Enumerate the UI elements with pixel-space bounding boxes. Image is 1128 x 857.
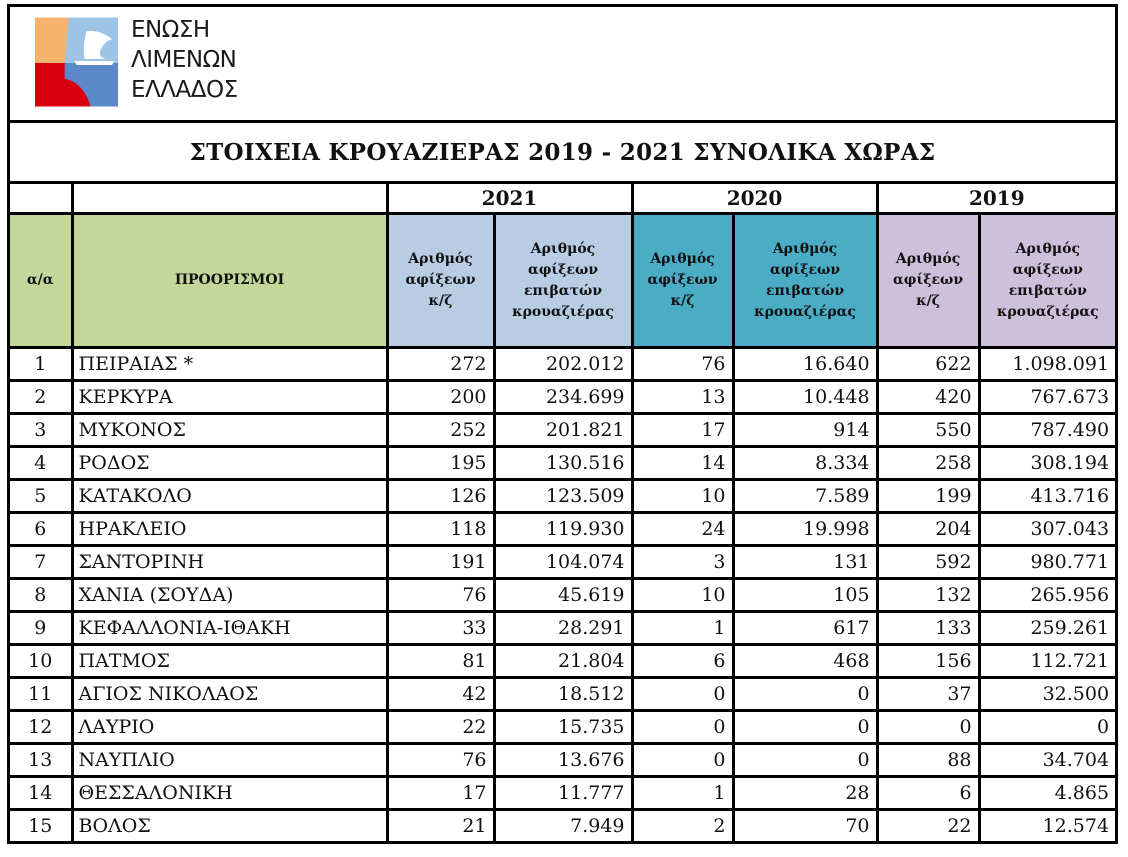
index-header: α/α bbox=[10, 214, 72, 348]
header-line: κ/ζ bbox=[670, 293, 695, 309]
ship-arrivals-2021: 17 bbox=[387, 777, 494, 810]
table-row bbox=[10, 777, 1115, 810]
ship-arrivals-2019: 550 bbox=[877, 414, 979, 447]
header-line: αφίξεων bbox=[647, 272, 718, 288]
header-line: κ/ζ bbox=[428, 293, 453, 309]
ship-arrivals-2019: 22 bbox=[877, 810, 979, 843]
header-line: κρουαζιέρας bbox=[754, 303, 856, 320]
table-row bbox=[10, 414, 1115, 447]
header-line: κρουαζιέρας bbox=[996, 303, 1099, 320]
header-line: αφίξεων bbox=[527, 261, 599, 278]
destination-name: ΧΑΝΙΑ (ΣΟΥΔΑ) bbox=[72, 579, 387, 612]
passenger-arrivals-2020: 7.589 bbox=[733, 480, 877, 513]
ship-arrivals-2021: 21 bbox=[387, 810, 494, 843]
passenger-arrivals-2021: 28.291 bbox=[494, 612, 632, 645]
row-index: 1 bbox=[10, 348, 72, 381]
title-row bbox=[10, 123, 1115, 184]
ship-arrivals-2019: 592 bbox=[877, 546, 979, 579]
ship-arrivals-2021: 200 bbox=[387, 381, 494, 414]
ship-arrivals-2020: 1 bbox=[632, 777, 733, 810]
passenger-arrivals-header-2020 bbox=[733, 214, 877, 348]
passenger-arrivals-2021: 104.074 bbox=[494, 546, 632, 579]
header-line: Αριθμός bbox=[650, 251, 715, 267]
row-index: 4 bbox=[10, 447, 72, 480]
passenger-arrivals-2020: 0 bbox=[733, 678, 877, 711]
header-line: Αριθμός bbox=[895, 251, 961, 267]
ship-arrivals-2019: 132 bbox=[877, 579, 979, 612]
row-index: 10 bbox=[10, 645, 72, 678]
blank-cell bbox=[72, 184, 387, 214]
logo-wordmark bbox=[131, 15, 238, 105]
table-row bbox=[10, 810, 1115, 843]
passenger-arrivals-2021: 21.804 bbox=[494, 645, 632, 678]
passenger-arrivals-2019: 34.704 bbox=[979, 744, 1115, 777]
ship-arrivals-2021: 195 bbox=[387, 447, 494, 480]
passenger-arrivals-2019: 767.673 bbox=[979, 381, 1115, 414]
ship-arrivals-header-2019 bbox=[877, 214, 979, 348]
passenger-arrivals-2019: 265.956 bbox=[979, 579, 1115, 612]
row-index: 5 bbox=[10, 480, 72, 513]
table-row bbox=[10, 480, 1115, 513]
destination-name: ΚΕΡΚΥΡΑ bbox=[72, 381, 387, 414]
row-index: 12 bbox=[10, 711, 72, 744]
ship-arrivals-2021: 76 bbox=[387, 579, 494, 612]
destination-name: ΚΕΦΑΛΛΟΝΙΑ-ΙΘΑΚΗ bbox=[72, 612, 387, 645]
ship-arrivals-2020: 17 bbox=[632, 414, 733, 447]
passenger-arrivals-2019: 32.500 bbox=[979, 678, 1115, 711]
ship-arrivals-2019: 204 bbox=[877, 513, 979, 546]
table-body bbox=[10, 348, 1115, 843]
logo-line: ΕΝΩΣΗ bbox=[131, 17, 210, 43]
passenger-arrivals-2020: 8.334 bbox=[733, 447, 877, 480]
ship-arrivals-2019: 88 bbox=[877, 744, 979, 777]
header-line: Αριθμός bbox=[408, 251, 473, 267]
passenger-arrivals-2019: 0 bbox=[979, 711, 1115, 744]
table-row bbox=[10, 678, 1115, 711]
destination-name: ΒΟΛΟΣ bbox=[72, 810, 387, 843]
row-index: 11 bbox=[10, 678, 72, 711]
passenger-arrivals-2020: 0 bbox=[733, 744, 877, 777]
passenger-arrivals-2021: 130.516 bbox=[494, 447, 632, 480]
passenger-arrivals-2021: 7.949 bbox=[494, 810, 632, 843]
destination-name: ΚΑΤΑΚΟΛΟ bbox=[72, 480, 387, 513]
passenger-arrivals-2020: 0 bbox=[733, 711, 877, 744]
row-index: 2 bbox=[10, 381, 72, 414]
passenger-arrivals-2020: 468 bbox=[733, 645, 877, 678]
ship-arrivals-2021: 42 bbox=[387, 678, 494, 711]
logo-line: ΛΙΜΕΝΩΝ bbox=[131, 47, 237, 73]
passenger-arrivals-2020: 70 bbox=[733, 810, 877, 843]
header-line: Αριθμός bbox=[772, 240, 838, 257]
ship-arrivals-2020: 24 bbox=[632, 513, 733, 546]
passenger-arrivals-2021: 45.619 bbox=[494, 579, 632, 612]
passenger-arrivals-2021: 18.512 bbox=[494, 678, 632, 711]
table-row bbox=[10, 612, 1115, 645]
header-line: επιβατών bbox=[523, 282, 603, 299]
table-row bbox=[10, 381, 1115, 414]
passenger-arrivals-header-2019 bbox=[979, 214, 1115, 348]
ship-arrivals-2020: 0 bbox=[632, 744, 733, 777]
ship-arrivals-2019: 156 bbox=[877, 645, 979, 678]
year-header-row bbox=[10, 184, 1115, 214]
ship-arrivals-2020: 13 bbox=[632, 381, 733, 414]
destination-name: ΗΡΑΚΛΕΙΟ bbox=[72, 513, 387, 546]
passenger-arrivals-2019: 4.865 bbox=[979, 777, 1115, 810]
ship-arrivals-2019: 133 bbox=[877, 612, 979, 645]
passenger-arrivals-2020: 131 bbox=[733, 546, 877, 579]
ship-arrivals-2020: 10 bbox=[632, 579, 733, 612]
passenger-arrivals-2021: 123.509 bbox=[494, 480, 632, 513]
passenger-arrivals-2020: 19.998 bbox=[733, 513, 877, 546]
ship-arrivals-2021: 81 bbox=[387, 645, 494, 678]
row-index: 8 bbox=[10, 579, 72, 612]
ship-arrivals-2020: 0 bbox=[632, 678, 733, 711]
header-line: αφίξεων bbox=[893, 272, 964, 288]
ship-arrivals-2019: 622 bbox=[877, 348, 979, 381]
table-row bbox=[10, 513, 1115, 546]
ship-arrivals-2020: 14 bbox=[632, 447, 733, 480]
ship-arrivals-2020: 3 bbox=[632, 546, 733, 579]
destinations-header: ΠΡΟΟΡΙΣΜΟΙ bbox=[72, 214, 387, 348]
header-line: Αριθμός bbox=[1015, 240, 1080, 257]
ship-arrivals-2019: 258 bbox=[877, 447, 979, 480]
ship-arrivals-2021: 33 bbox=[387, 612, 494, 645]
row-index: 9 bbox=[10, 612, 72, 645]
ship-arrivals-2021: 118 bbox=[387, 513, 494, 546]
ship-arrivals-2020: 2 bbox=[632, 810, 733, 843]
ship-arrivals-2021: 126 bbox=[387, 480, 494, 513]
passenger-arrivals-2019: 12.574 bbox=[979, 810, 1115, 843]
passenger-arrivals-2021: 201.821 bbox=[494, 414, 632, 447]
passenger-arrivals-2019: 307.043 bbox=[979, 513, 1115, 546]
passenger-arrivals-2019: 308.194 bbox=[979, 447, 1115, 480]
passenger-arrivals-2020: 16.640 bbox=[733, 348, 877, 381]
passenger-arrivals-2019: 980.771 bbox=[979, 546, 1115, 579]
row-index: 3 bbox=[10, 414, 72, 447]
table-row bbox=[10, 348, 1115, 381]
header-line: επιβατών bbox=[1008, 282, 1087, 299]
ship-arrivals-2019: 0 bbox=[877, 711, 979, 744]
ship-arrivals-header-2020 bbox=[632, 214, 733, 348]
passenger-arrivals-2020: 617 bbox=[733, 612, 877, 645]
year-2020: 2020 bbox=[632, 184, 877, 214]
passenger-arrivals-2021: 15.735 bbox=[494, 711, 632, 744]
table-row bbox=[10, 579, 1115, 612]
ship-arrivals-2021: 272 bbox=[387, 348, 494, 381]
header-line: αφίξεων bbox=[1012, 261, 1083, 278]
logo-header bbox=[10, 7, 1115, 123]
column-header-row bbox=[10, 214, 1115, 348]
ship-arrivals-2021: 76 bbox=[387, 744, 494, 777]
page-title: ΣΤΟΙΧΕΙΑ ΚΡΟΥΑΖΙΕΡΑΣ 2019 - 2021 ΣΥΝΟΛΙΚΑ ΧΩΡΑΣ bbox=[189, 138, 936, 166]
passenger-arrivals-2020: 105 bbox=[733, 579, 877, 612]
passenger-arrivals-2021: 13.676 bbox=[494, 744, 632, 777]
ship-arrivals-2021: 22 bbox=[387, 711, 494, 744]
destination-name: ΡΟΔΟΣ bbox=[72, 447, 387, 480]
ports-union-logo-icon bbox=[35, 17, 118, 107]
passenger-arrivals-2021: 234.699 bbox=[494, 381, 632, 414]
header-line: κρουαζιέρας bbox=[512, 303, 614, 320]
table-row bbox=[10, 546, 1115, 579]
ship-arrivals-2021: 191 bbox=[387, 546, 494, 579]
ship-arrivals-2020: 0 bbox=[632, 711, 733, 744]
row-index: 6 bbox=[10, 513, 72, 546]
destination-name: ΑΓΙΟΣ ΝΙΚΟΛΑΟΣ bbox=[72, 678, 387, 711]
destination-name: ΛΑΥΡΙΟ bbox=[72, 711, 387, 744]
table-row bbox=[10, 711, 1115, 744]
row-index: 14 bbox=[10, 777, 72, 810]
ship-arrivals-header-2021 bbox=[387, 214, 494, 348]
passenger-arrivals-2021: 11.777 bbox=[494, 777, 632, 810]
row-index: 7 bbox=[10, 546, 72, 579]
passenger-arrivals-2020: 914 bbox=[733, 414, 877, 447]
cruise-table bbox=[10, 184, 1115, 844]
passenger-arrivals-2021: 202.012 bbox=[494, 348, 632, 381]
header-line: επιβατών bbox=[765, 282, 845, 299]
ship-arrivals-2021: 252 bbox=[387, 414, 494, 447]
ship-arrivals-2019: 6 bbox=[877, 777, 979, 810]
passenger-arrivals-2019: 413.716 bbox=[979, 480, 1115, 513]
destination-name: ΜΥΚΟΝΟΣ bbox=[72, 414, 387, 447]
passenger-arrivals-2019: 112.721 bbox=[979, 645, 1115, 678]
table-row bbox=[10, 645, 1115, 678]
passenger-arrivals-2019: 1.098.091 bbox=[979, 348, 1115, 381]
destination-name: ΣΑΝΤΟΡΙΝΗ bbox=[72, 546, 387, 579]
ship-arrivals-2019: 420 bbox=[877, 381, 979, 414]
row-index: 15 bbox=[10, 810, 72, 843]
ship-arrivals-2020: 1 bbox=[632, 612, 733, 645]
header-line: Αριθμός bbox=[530, 240, 596, 257]
ship-arrivals-2020: 10 bbox=[632, 480, 733, 513]
year-2019: 2019 bbox=[877, 184, 1115, 214]
passenger-arrivals-2019: 259.261 bbox=[979, 612, 1115, 645]
blank-cell bbox=[10, 184, 72, 214]
passenger-arrivals-2019: 787.490 bbox=[979, 414, 1115, 447]
ship-arrivals-2019: 199 bbox=[877, 480, 979, 513]
ship-arrivals-2020: 76 bbox=[632, 348, 733, 381]
destination-name: ΠΕΙΡΑΙΑΣ * bbox=[72, 348, 387, 381]
cruise-stats-sheet bbox=[7, 4, 1118, 844]
ship-arrivals-2020: 6 bbox=[632, 645, 733, 678]
ship-arrivals-2019: 37 bbox=[877, 678, 979, 711]
header-line: κ/ζ bbox=[916, 293, 940, 309]
passenger-arrivals-header-2021 bbox=[494, 214, 632, 348]
passenger-arrivals-2021: 119.930 bbox=[494, 513, 632, 546]
header-line: αφίξεων bbox=[405, 272, 476, 288]
destination-name: ΠΑΤΜΟΣ bbox=[72, 645, 387, 678]
destination-name: ΘΕΣΣΑΛΟΝΙΚΗ bbox=[72, 777, 387, 810]
table-row bbox=[10, 744, 1115, 777]
logo-line: ΕΛΛΑΔΟΣ bbox=[131, 77, 238, 103]
passenger-arrivals-2020: 10.448 bbox=[733, 381, 877, 414]
row-index: 13 bbox=[10, 744, 72, 777]
passenger-arrivals-2020: 28 bbox=[733, 777, 877, 810]
year-2021: 2021 bbox=[387, 184, 632, 214]
table-row bbox=[10, 447, 1115, 480]
header-line: αφίξεων bbox=[769, 261, 841, 278]
destination-name: ΝΑΥΠΛΙΟ bbox=[72, 744, 387, 777]
